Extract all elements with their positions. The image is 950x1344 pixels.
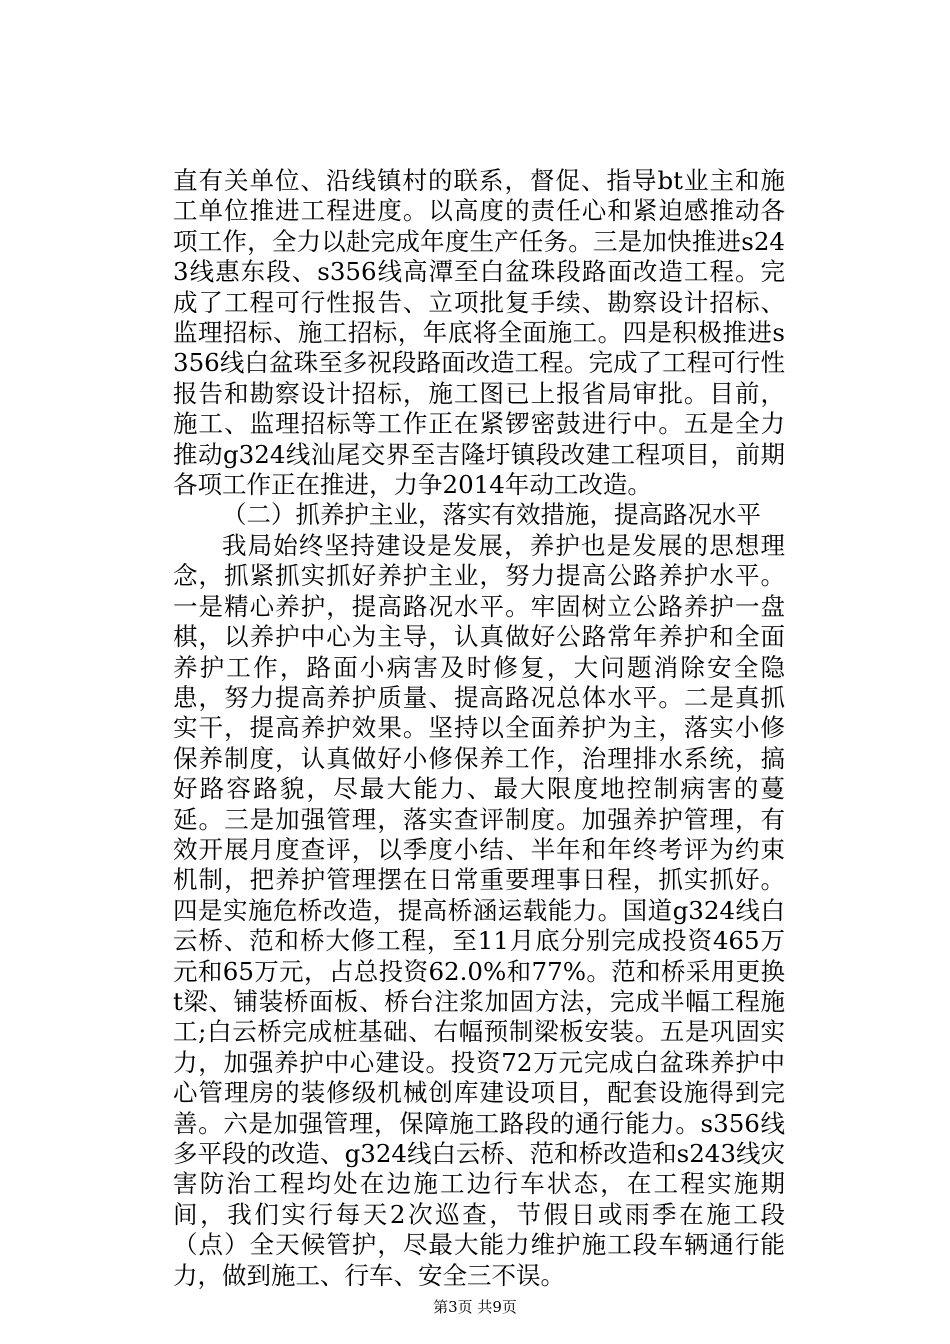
document-body <box>173 166 785 1291</box>
paragraph-maintenance: 我局始终坚持建设是发展，养护也是发展的思想理念，抓紧抓实抓好养护主业，努力提高公路养护水平。一是精心养护，提高路况水平。牢固树立公路养护一盘棋，以养护中心为主导，认真做好公路常年养护和全面养护工作，路面小病害及时修复，大问题消除安全隐患，努力提高养护质量、提高路况总体水平。二是真抓实干，提高养护效果。坚持以全面养护为主，落实小修保养制度，认真做好小修保养工作，治理排水系统，搞好路容路貌，尽最大能力、最大限度地控制病害的蔓延。三是加强管理，落实查评制度。加强养护管理，有效开展月度查评，以季度小结、半年和年终考评为约束机制，把养护管理摆在日常重要理事日程，抓实抓好。四是实施危桥改造，提高桥涵运载能力。国道g324线白云桥、范和桥大修工程，至11月底分别完成投资465万元和65万元，占总投资62.0%和77%。范和桥采用更换t梁、铺装桥面板、桥台注浆加固方法，完成半幅工程施工;白云桥完成桩基础、右幅预制梁板安装。五是巩固实力，加强养护中心建设。投资72万元完成白盆珠养护中心管理房的装修级机械创库建设项目，配套设施得到完善。六是加强管理，保障施工路段的通行能力。s356线多平段的改造、g324线白云桥、范和桥改造和s243线灾害防治工程均处在边施工边行车状态，在工程实施期间，我们实行每天2次巡查，节假日或雨季在施工段（点）全天候管护，尽最大能力维护施工段车辆通行能力，做到施工、行车、安全三不误。 <box>173 530 785 1290</box>
paragraph-continuation: 直有关单位、沿线镇村的联系，督促、指导bt业主和施工单位推进工程进度。以高度的责任心和紧迫感推动各项工作，全力以赴完成年度生产任务。三是加快推进s243线惠东段、s356线高潭至白盆珠段路面改造工程。完成了工程可行性报告、立项批复手续、勘察设计招标、监理招标、施工招标，年底将全面施工。四是积极推进s356线白盆珠至多祝段路面改造工程。完成了工程可行性报告和勘察设计招标，施工图已上报省局审批。目前，施工、监理招标等工作正在紧锣密鼓进行中。五是全力推动g324线汕尾交界至吉隆圩镇段改建工程项目，前期各项工作正在推进，力争2014年动工改造。 <box>173 166 785 500</box>
section-heading: （二）抓养护主业，落实有效措施，提高路况水平 <box>222 500 761 530</box>
page-footer: 第3页 共9页 <box>433 1298 517 1316</box>
